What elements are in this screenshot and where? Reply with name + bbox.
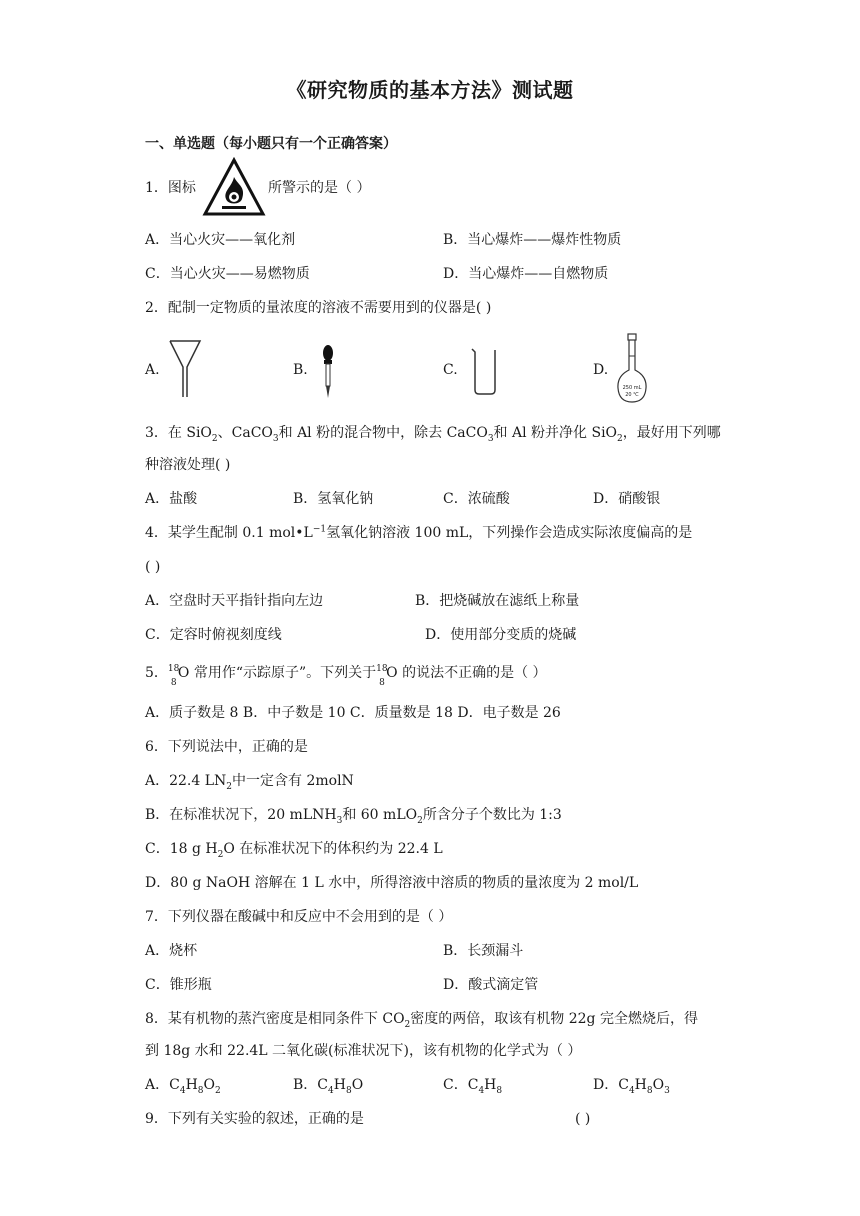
isotope-notation: 18 8 [167,664,180,688]
question-1-option-c: C．当心火灾——易燃物质 [145,266,310,282]
question-3-option-b: B．氢氧化钠 [293,491,374,507]
question-1-option-b: B．当心爆炸——爆炸性物质 [443,232,622,248]
question-4-stem-line2: ( ) [145,559,161,575]
question-5-options: A．质子数是 8 B．中子数是 10 C．质量数是 18 D．电子数是 26 [145,705,561,721]
question-2-stem: 2．配制一定物质的量浓度的溶液不需要用到的仪器是( ) [145,300,492,316]
question-4-option-d: D．使用部分变质的烧碱 [425,627,577,643]
question-4-option-a: A．空盘时天平指针指向左边 [145,593,324,609]
page-title: 《研究物质的基本方法》测试题 [286,78,574,102]
question-2-label-b: B. [293,362,308,378]
question-8-option-a: A．$C_4H_8O_2$ [145,1077,221,1096]
question-6-option-b: B．在标准状况下，20 mLNH$_3$和 60 mLO$_2$所含分子个数比为 1:3 [145,807,562,826]
question-2-label-a: A. [145,362,160,378]
question-8-option-d: D．$C_4H_8O_3$ [593,1077,670,1096]
question-1-stem-pre: 1．图标 [145,180,196,196]
question-7-option-a: A．烧杯 [145,943,198,959]
question-3-option-c: C．浓硫酸 [443,491,510,507]
funnel-icon [168,337,202,399]
question-9-answer-paren: ( ) [575,1111,591,1127]
question-1-option-a: A．当心火灾——氧化剂 [145,232,296,248]
question-9-stem: 9．下列有关实验的叙述，正确的是 [145,1111,364,1127]
question-7-stem: 7．下列仪器在酸碱中和反应中不会用到的是（ ） [145,909,453,925]
question-5-stem: 5． 18 8 O 常用作“示踪原子”。下列关于 18 8 O 的说法不正确的是（ ） [145,664,547,688]
beaker-icon [470,346,500,396]
question-3-stem-line2: 种溶液处理( ) [145,457,231,473]
question-8-stem-line2: 到 18g 水和 22.4L 二氧化碳(标准状况下)，该有机物的化学式为（ ） [145,1043,582,1059]
question-8-option-c: C．$C_4H_8$ [443,1077,503,1096]
question-4-option-c: C．定容时俯视刻度线 [145,627,282,643]
question-1-option-d: D．当心爆炸——自燃物质 [443,266,609,282]
section-heading: 一、单选题（每小题只有一个正确答案） [145,136,397,152]
flask-volume-label: 250 mL [622,385,642,391]
question-7-option-c: C．锥形瓶 [145,977,212,993]
question-4-option-b: B．把烧碱放在滤纸上称量 [415,593,580,609]
question-6-option-c: C．18 g $H_2O$ 在标准状况下的体积约为 22.4 L [145,841,443,860]
question-8-stem: 8．某有机物的蒸汽密度是相同条件下 $CO_2$密度的两倍，取该有机物 22g 完全燃烧后，得 [145,1011,698,1030]
dropper-icon [320,344,336,400]
question-3-option-d: D．硝酸银 [593,491,661,507]
question-7-option-b: B．长颈漏斗 [443,943,524,959]
question-2-label-d: D. [593,362,609,378]
flask-temperature-label: 20 ℃ [625,392,639,398]
question-2-label-c: C. [443,362,458,378]
question-4-stem: 4．某学生配制 0.1 $mol•L^{-1}$氢氧化钠溶液 100 mL，下列操作会造成实际浓度偏高的是 [145,524,693,541]
volumetric-flask-icon [615,332,649,406]
isotope-notation: 18 8 [376,664,388,688]
question-6-stem: 6．下列说法中，正确的是 [145,739,308,755]
question-3-option-a: A．盐酸 [145,491,198,507]
question-1-stem-post: 所警示的是（ ） [268,180,371,196]
question-6-option-a: A．22.4 $LN_2$中一定含有 2molN [145,773,354,792]
question-6-option-d: D．80 g NaOH 溶解在 1 L 水中，所得溶液中溶质的物质的量浓度为 2 mol/L [145,875,639,891]
question-3-stem: 3．在 SiO$_2$、CaCO$_3$和 Al 粉的混合物中，除去 CaCO$_3$和 Al 粉并净化 SiO$_2$，最好用下列哪 [145,425,721,444]
question-8-option-b: B．$C_4H_8O$ [293,1077,364,1096]
question-7-option-d: D．酸式滴定管 [443,977,539,993]
fire-hazard-triangle-icon [202,157,266,217]
